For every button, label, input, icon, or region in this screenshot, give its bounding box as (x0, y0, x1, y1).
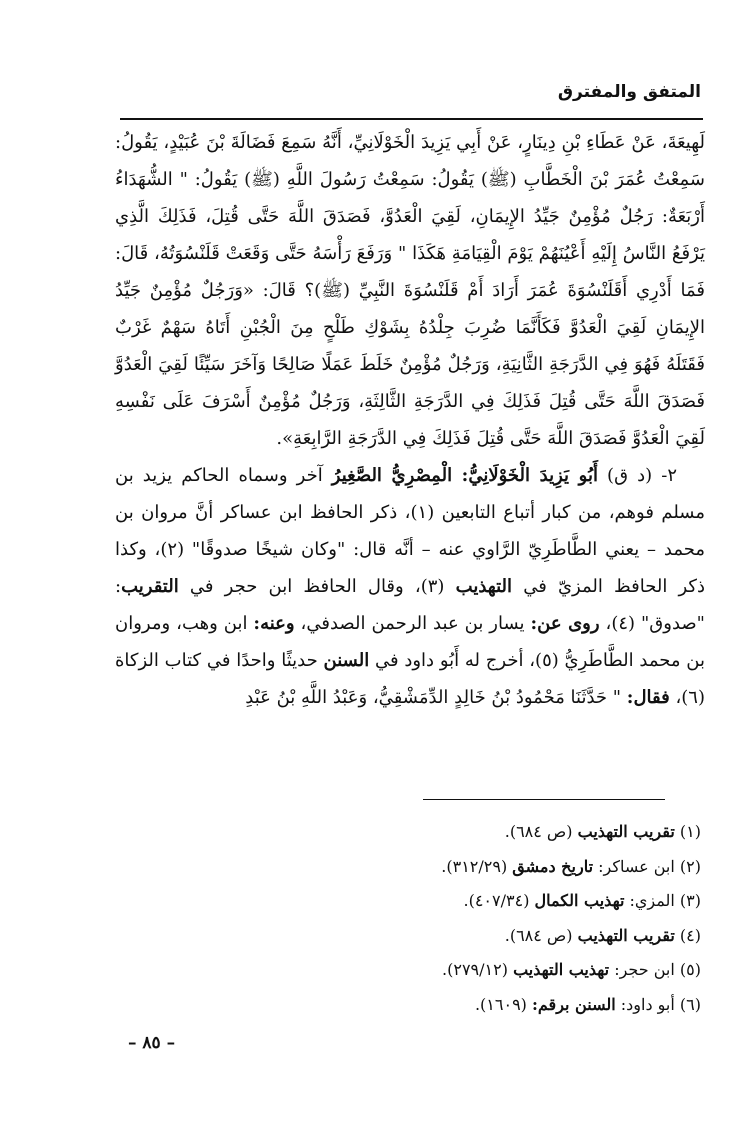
footnote-title: تهذيب التهذيب (513, 960, 610, 979)
header-rule (120, 118, 703, 120)
footnote-item (101, 953, 701, 988)
taqrib-label: التقريب (121, 576, 179, 597)
footnote-title: تقريب التهذيب (577, 822, 675, 841)
narrator-text-1: آخر وسماه الحاكم يزيد بن مسلم فوهم، من كبار أتباع التابعين (١)، ذكر الحافظ ابن عساكر أنَّ مروان بن محمد – يعني الطَّاطَرِيّ الرَّاوي عنه – أنَّه قال: "وكان شيخًا صدوقًا" (٢)، وكذا ذكر الحافظ المزيّ في (115, 465, 706, 597)
narrator-text-5: ابن وهب، ومروان بن محمد الطَّاطَرِيُّ (٥)، أخرج له أَبُو داود في (115, 613, 705, 671)
narrator-paragraph (115, 457, 705, 716)
footnote-number: (٢) (679, 856, 701, 876)
narrator-name: أَبُو يَزِيدَ الْخَوْلَانِيُّ: الْمِصْرِيُّ الصَّغِيرُ (331, 465, 598, 486)
wa-anhu-label: وعنه: (253, 613, 295, 634)
footnote-item (101, 919, 701, 954)
footnote-item (101, 988, 701, 1023)
footnote-number: (٤) (679, 925, 701, 945)
footnotes-list (101, 815, 701, 1022)
footnote-title: تقريب التهذيب (577, 925, 675, 945)
footnote-author: ابن حجر: (614, 960, 675, 979)
footnote-item (101, 815, 701, 850)
rawa-an-label: روى عن: (530, 613, 600, 634)
footnote-author: ابن عساكر: (598, 856, 675, 876)
footnote-title: تهذيب الكمال (534, 891, 625, 910)
footnote-ref: (ص ٦٨٤). (504, 925, 573, 945)
footnote-title: السنن برقم: (532, 994, 616, 1014)
sunan-label: السنن (323, 650, 370, 671)
narrator-text-6: حديثًا واحدًا في كتاب الزكاة (٦)، (115, 650, 705, 708)
footnote-author: أبو داود: (620, 994, 675, 1014)
narrator-text-4: يسار بن عبد الرحمن الصدفي، (300, 613, 525, 634)
hadith-paragraph: لَهِيعَةَ، عَنْ عَطَاءِ بْنِ دِينَارٍ، عَنْ أَبِي يَزِيدَ الْخَوْلَانِيِّ، أَنَّهُ سَمِعَ فَضَالَةَ بْنَ عُبَيْدٍ، يَقُولُ: سَمِعْتُ عُمَرَ بْنَ الْخَطَّابِ (ﷺ) يَقُولُ: سَمِعْتُ رَسُولَ اللَّهِ (ﷺ) يَقُولُ: " الشُّهَدَاءُ أَرْبَعَةٌ: رَجُلٌ مُؤْمِنٌ جَيِّدُ الإِيمَانِ، لَقِيَ الْعَدُوَّ، فَصَدَقَ اللَّهَ حَتَّى قُتِلَ، فَذَلِكَ الَّذِي يَرْفَعُ النَّاسُ إِلَيْهِ أَعْيُنَهُمْ يَوْمَ الْقِيَامَةِ هَكَذَا " وَرَفَعَ رَأْسَهُ حَتَّى وَقَعَتْ قَلَنْسُوَتُهُ، قَالَ: فَمَا أَدْرِي أَقَلَنْسُوَةَ عُمَرَ أَرَادَ أَمْ قَلَنْسُوَةَ النَّبِيِّ (ﷺ)؟ قَالَ: «وَرَجُلٌ مُؤْمِنٌ جَيِّدُ الإِيمَانِ لَقِيَ الْعَدُوَّ فَكَأَنَّمَا ضُرِبَ جِلْدُهُ بِشَوْكِ طَلْحٍ مِنَ الْجُبْنِ أَتَاهُ سَهْمٌ غَرْبٌ فَقَتَلَهُ فَهُوَ فِي الدَّرَجَةِ الثَّانِيَةِ، وَرَجُلٌ مُؤْمِنٌ خَلَطَ عَمَلًا صَالِحًا وَآخَرَ سَيِّئًا لَقِيَ الْعَدُوَّ فَصَدَقَ اللَّهَ حَتَّى قُتِلَ فَذَلِكَ فِي الدَّرَجَةِ الثَّالِثَةِ، وَرَجُلٌ مُؤْمِنٌ أَسْرَفَ عَلَى نَفْسِهِ لَقِيَ الْعَدُوَّ فَصَدَقَ اللَّهَ حَتَّى قُتِلَ فَذَلِكَ فِي الدَّرَجَةِ الرَّابِعَةِ». (115, 132, 705, 449)
footnote-number: (٦) (679, 994, 701, 1014)
footnote-item (101, 884, 701, 919)
narrator-text-7: " حَدَّثَنَا مَحْمُودُ بْنُ خَالِدٍ الدِّمَشْقِيُّ، وَعَبْدُ اللَّهِ بْنُ عَبْدِ (245, 687, 622, 708)
narrator-text-3: : "صدوق" (٤)، (115, 576, 705, 634)
main-text (115, 124, 705, 716)
footnote-ref: (٤٠٧/٣٤). (463, 891, 530, 910)
footnote-ref: (١٦٠٩). (474, 994, 527, 1014)
footnote-item (101, 850, 701, 885)
footnote-number: (٥) (679, 960, 701, 979)
qala-label: فقال: (626, 687, 670, 708)
footnote-ref: (٢٧٩/١٢). (442, 960, 508, 979)
running-header: المتفق والمفترق (557, 82, 701, 102)
footnote-title: تاريخ دمشق (512, 856, 594, 876)
footnote-author: المزي: (629, 891, 675, 910)
page-number: – ٨٥ – (128, 1033, 176, 1053)
footnote-rule (423, 799, 665, 800)
footnote-ref: (ص ٦٨٤). (504, 822, 573, 841)
footnote-number: (١) (679, 822, 701, 841)
narrator-text-2: (٣)، وقال الحافظ ابن حجر في (189, 576, 445, 597)
tahdhib-label: التهذيب (455, 576, 512, 597)
entry-number: ٢- (د ق) (607, 465, 677, 486)
footnote-ref: (٣١٢/٢٩). (441, 856, 508, 876)
footnote-number: (٣) (679, 891, 701, 910)
